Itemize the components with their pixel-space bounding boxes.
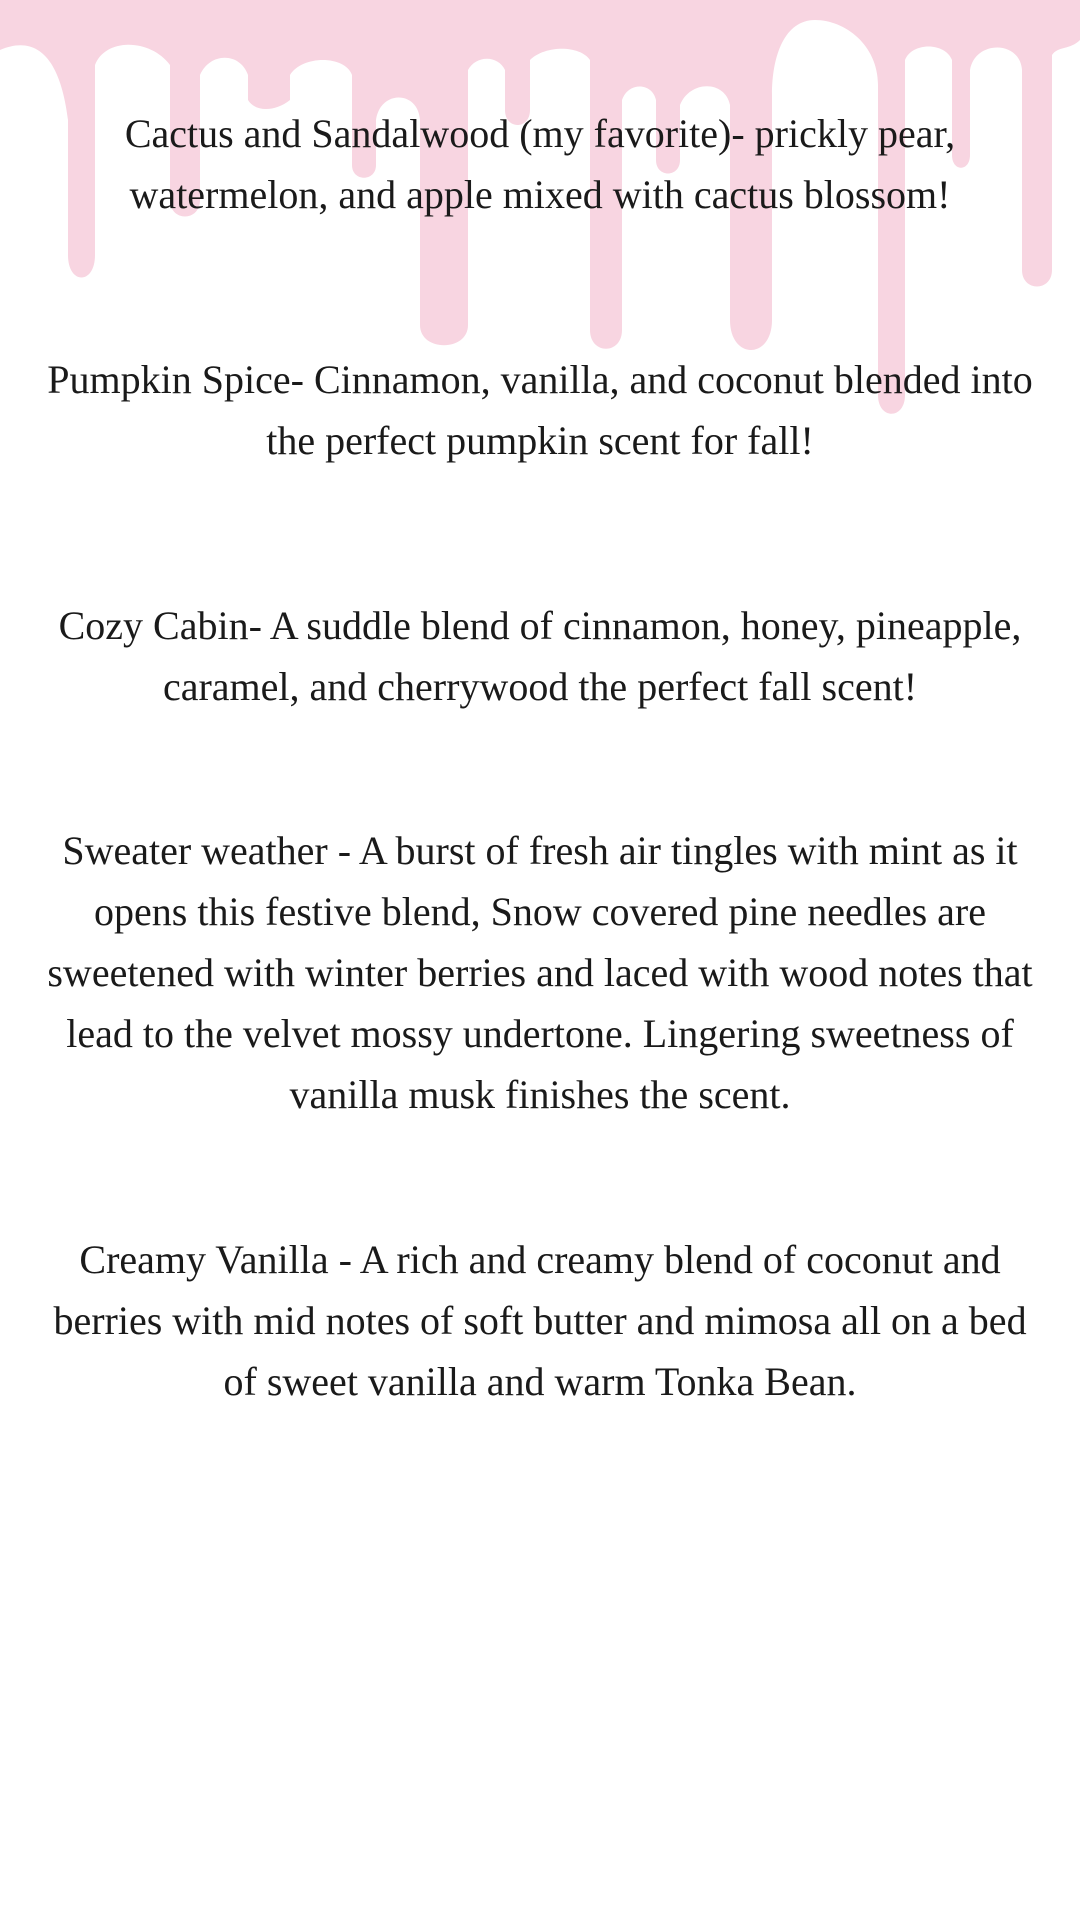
scent-cactus-sandalwood: Cactus and Sandalwood (my favorite)- prickly pear, watermelon, and apple mixed with cactus blossom! [124, 111, 956, 217]
scent-sweater-weather: Sweater weather - A burst of fresh air tingles with mint as it opens this festive blend, Snow covered pine needles are sweetened with winter berries and laced with wood notes that lead to the velvet mossy undertone. Lingering sweetness of vanilla musk finishes the scent. [47, 828, 1033, 1117]
scent-cozy-cabin: Cozy Cabin- A suddle blend of cinnamon, honey, pineapple, caramel, and cherrywood the perfect fall scent! [58, 603, 1022, 709]
scent-creamy-vanilla: Creamy Vanilla - A rich and creamy blend of coconut and berries with mid notes of soft butter and mimosa all on a bed of sweet vanilla and warm Tonka Bean. [53, 1237, 1027, 1404]
scent-pumpkin-spice: Pumpkin Spice- Cinnamon, vanilla, and coconut blended into the perfect pumpkin scent for fall! [47, 357, 1033, 463]
